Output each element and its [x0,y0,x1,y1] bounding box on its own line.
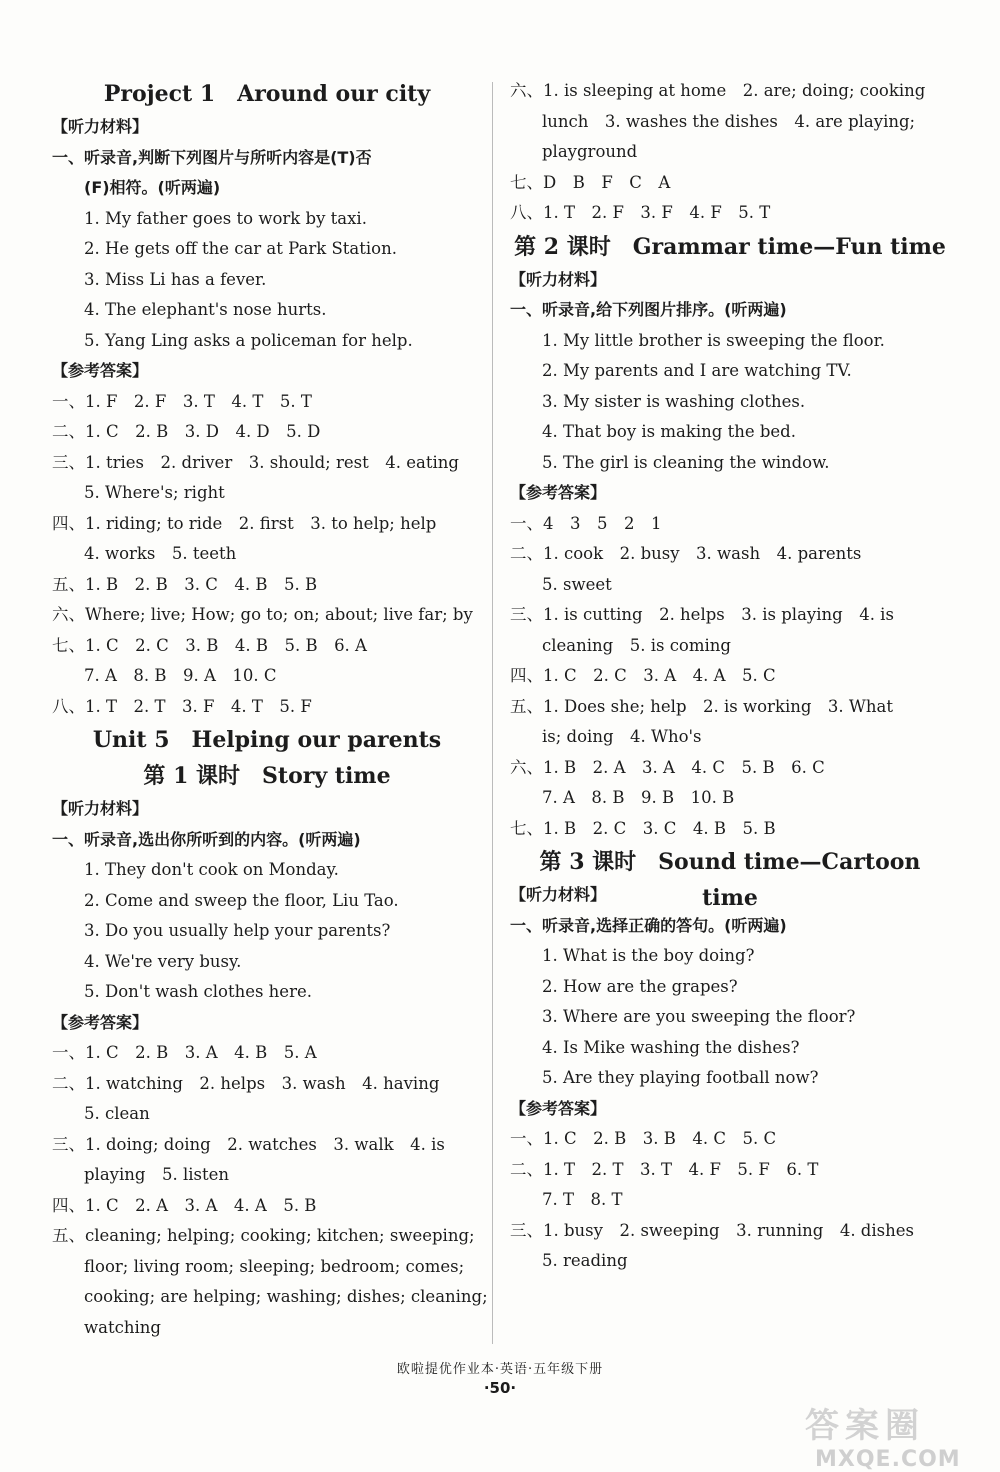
answer-line-cont: lunch 3. washes the dishes 4. are playing; [542,111,916,131]
left-column [52,76,488,1343]
answer-line: 五、1. Does she; help 2. is working 3. What [510,696,893,716]
lesson-title: 第 1 课时 Story time [143,763,391,789]
answer-line: 四、1. C 2. A 3. A 4. A 5. B [52,1195,317,1215]
book-title: 欧啦提优作业本·英语·五年级下册 [396,1362,604,1377]
question-instruction-cont: (F)相符。(听两遍) [84,178,221,197]
listening-item: 2. He gets off the car at Park Station. [84,239,397,258]
listening-item: 5. The girl is cleaning the window. [542,452,830,472]
answer-line-cont: 4. works 5. teeth [84,544,237,563]
answer-line: 六、1. is sleeping at home 2. are; doing; cooking [510,81,926,100]
answer-line: 五、1. B 2. B 3. C 4. B 5. B [52,574,318,594]
question-instruction: 一、听录音,判断下列图片与所听内容是(T)否 [52,147,372,167]
answer-line: 一、1. C 2. B 3. B 4. C 5. C [510,1129,777,1148]
answer-line: 六、1. B 2. A 3. A 4. C 5. B 6. C [510,757,825,777]
reference-answer-tag: 【参考答案】 [510,1098,607,1118]
answer-line-cont: floor; living room; sleeping; bedroom; comes; [84,1256,465,1276]
answer-line-cont: is; doing 4. Who's [542,727,702,746]
listening-item: 5. Are they playing football now? [542,1068,819,1087]
listening-item: 4. Is Mike washing the dishes? [542,1037,800,1057]
page-number: ·50· [483,1379,517,1397]
listening-item: 3. My sister is washing clothes. [542,391,806,411]
answer-line-cont: playground [542,142,638,161]
answer-line: 四、1. riding; to ride 2. first 3. to help; help [52,513,437,533]
answer-line-cont: 5. reading [542,1251,628,1270]
listening-item: 3. Miss Li has a fever. [84,269,267,289]
answer-line: 一、1. F 2. F 3. T 4. T 5. T [52,391,312,411]
listening-item: 1. My father goes to work by taxi. [84,208,367,228]
listening-item: 4. The elephant's nose hurts. [84,300,327,319]
watermark-url: MXQE.COM [815,1447,961,1472]
project-title: Project 1 Around our city [103,81,431,107]
answer-line-cont: playing 5. listen [84,1165,229,1184]
listening-item: 3. Where are you sweeping the floor? [542,1007,856,1026]
listening-item: 5. Yang Ling asks a policeman for help. [84,330,413,350]
answer-line: 二、1. watching 2. helps 3. wash 4. having [52,1073,440,1093]
column-divider [492,82,493,1344]
answer-line: 二、1. C 2. B 3. D 4. D 5. D [52,422,321,441]
answer-line-cont: 5. sweet [542,574,612,594]
answer-line: 三、1. tries 2. driver 3. should; rest 4. eating [52,452,459,472]
listening-item: 3. Do you usually help your parents? [84,921,391,940]
listening-material-tag: 【听力材料】 [510,885,607,904]
answer-line: 三、1. is cutting 2. helps 3. is playing 4. is [510,605,894,624]
listening-item: 4. That boy is making the bed. [542,422,796,441]
answer-line: 二、1. T 2. T 3. T 4. F 5. F 6. T [510,1159,819,1179]
listening-material-tag: 【听力材料】 [510,269,607,289]
reference-answer-tag: 【参考答案】 [52,361,149,380]
answer-line: 一、1. C 2. B 3. A 4. B 5. A [52,1043,317,1062]
answer-line-cont: 5. Where's; right [84,483,225,502]
answer-line-cont: 7. A 8. B 9. B 10. B [542,788,735,807]
reference-answer-tag: 【参考答案】 [52,1012,149,1032]
listening-material-tag: 【听力材料】 [52,799,149,818]
answer-line: 七、1. C 2. C 3. B 4. B 5. B 6. A [52,635,367,655]
listening-item: 4. We're very busy. [84,951,242,971]
answer-line: 八、1. T 2. T 3. F 4. T 5. F [52,696,312,716]
answer-line-cont: watching [84,1317,161,1337]
answer-line: 三、1. busy 2. sweeping 3. running 4. dishes [510,1220,914,1240]
listening-item: 1. What is the boy doing? [542,946,755,965]
right-column [510,76,950,1277]
lesson-title: 第 2 课时 Grammar time—Fun time [514,233,946,260]
answer-line: 八、1. T 2. F 3. F 4. F 5. T [510,203,771,222]
page-footer [0,1358,1000,1397]
answer-line: 四、1. C 2. C 3. A 4. A 5. C [510,666,776,685]
answer-line: 一、4 3 5 2 1 [510,513,662,533]
answer-line-cont: 7. A 8. B 9. A 10. C [84,666,277,685]
lesson-title: 第 3 课时 Sound time—Cartoon time [539,849,921,911]
listening-item: 1. My little brother is sweeping the floor. [542,330,885,350]
question-instruction: 一、听录音,选出你所听到的内容。(听两遍) [52,829,361,849]
listening-item: 2. Come and sweep the floor, Liu Tao. [84,890,399,910]
listening-item: 1. They don't cook on Monday. [84,860,339,879]
listening-item: 2. My parents and I are watching TV. [542,361,852,380]
listening-item: 5. Don't wash clothes here. [84,982,312,1001]
question-instruction: 一、听录音,选择正确的答句。(听两遍) [510,915,787,935]
listening-material-tag: 【听力材料】 [52,117,149,136]
listening-item: 2. How are the grapes? [542,976,738,996]
answer-line-cont: cleaning 5. is coming [542,635,731,655]
reference-answer-tag: 【参考答案】 [510,483,607,502]
answer-line: 六、Where; live; How; go to; on; about; live far; by [52,605,473,624]
answer-line: 三、1. doing; doing 2. watches 3. walk 4. is [52,1134,445,1154]
answer-line: 五、cleaning; helping; cooking; kitchen; sweeping; [52,1226,475,1245]
answer-line-cont: cooking; are helping; washing; dishes; cleaning; [84,1287,488,1306]
question-instruction: 一、听录音,给下列图片排序。(听两遍) [510,300,787,319]
unit-title: Unit 5 Helping our parents [92,727,442,753]
answer-line: 七、D B F C A [510,172,671,192]
answer-line: 七、1. B 2. C 3. C 4. B 5. B [510,818,776,838]
answer-line: 二、1. cook 2. busy 3. wash 4. parents [510,544,862,563]
watermark-logo [805,1398,985,1472]
answer-line-cont: 5. clean [84,1104,150,1123]
answer-line-cont: 7. T 8. T [542,1190,623,1209]
watermark-text: 答案圈 [805,1406,925,1446]
